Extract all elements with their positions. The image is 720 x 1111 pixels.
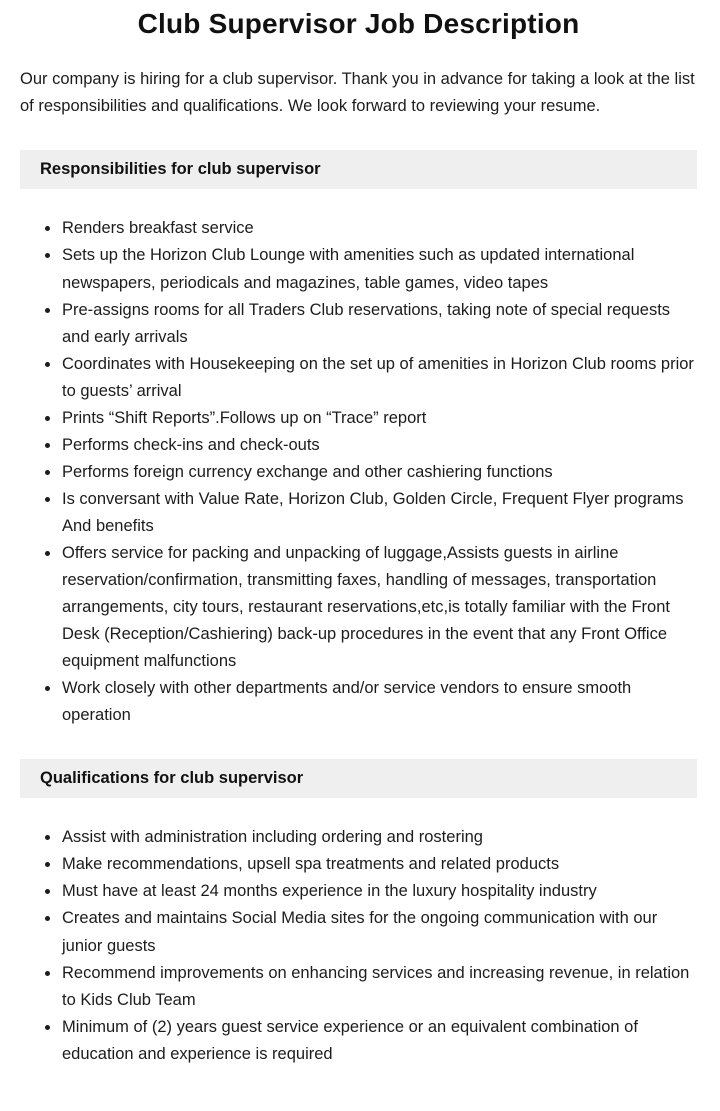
list-item: Recommend improvements on enhancing services and increasing revenue, in relation to Kids Club Team: [62, 960, 697, 1014]
list-item: Pre-assigns rooms for all Traders Club reservations, taking note of special requests and early arrivals: [62, 297, 697, 351]
list-item: Renders breakfast service: [62, 215, 697, 242]
section-item-list: [20, 824, 697, 1067]
section: [20, 150, 697, 729]
list-item: Work closely with other departments and/or service vendors to ensure smooth operation: [62, 675, 697, 729]
list-item: Creates and maintains Social Media sites for the ongoing communication with our junior guests: [62, 905, 697, 959]
list-item: Performs foreign currency exchange and other cashiering functions: [62, 459, 697, 486]
list-item: Make recommendations, upsell spa treatments and related products: [62, 851, 697, 878]
section-heading: Responsibilities for club supervisor: [20, 150, 697, 189]
list-item: Offers service for packing and unpacking of luggage,Assists guests in airline reservation/confirmation, transmitting faxes, handling of messages, transportation arrangements, city tours, restaurant reservations,etc,is totally familiar with the Front Desk (Reception/Cashiering) back-up procedures in the event that any Front Office equipment malfunctions: [62, 540, 697, 675]
sections-container: [20, 150, 697, 1067]
section-item-list: [20, 215, 697, 729]
list-item: Must have at least 24 months experience in the luxury hospitality industry: [62, 878, 697, 905]
list-item: Performs check-ins and check-outs: [62, 432, 697, 459]
list-item: Prints “Shift Reports”.Follows up on “Trace” report: [62, 405, 697, 432]
section-heading: Qualifications for club supervisor: [20, 759, 697, 798]
list-item: Coordinates with Housekeeping on the set up of amenities in Horizon Club rooms prior to guests’ arrival: [62, 351, 697, 405]
list-item: Minimum of (2) years guest service experience or an equivalent combination of education and experience is required: [62, 1014, 697, 1068]
list-item: Sets up the Horizon Club Lounge with amenities such as updated international newspapers, periodicals and magazines, table games, video tapes: [62, 242, 697, 296]
list-item: Is conversant with Value Rate, Horizon Club, Golden Circle, Frequent Flyer programs And benefits: [62, 486, 697, 540]
list-item: Assist with administration including ordering and rostering: [62, 824, 697, 851]
intro-paragraph: Our company is hiring for a club supervisor. Thank you in advance for taking a look at the list of responsibilities and qualifications. We look forward to reviewing your resume.: [20, 70, 695, 116]
section: [20, 759, 697, 1067]
page-title: Club Supervisor Job Description: [137, 8, 580, 39]
